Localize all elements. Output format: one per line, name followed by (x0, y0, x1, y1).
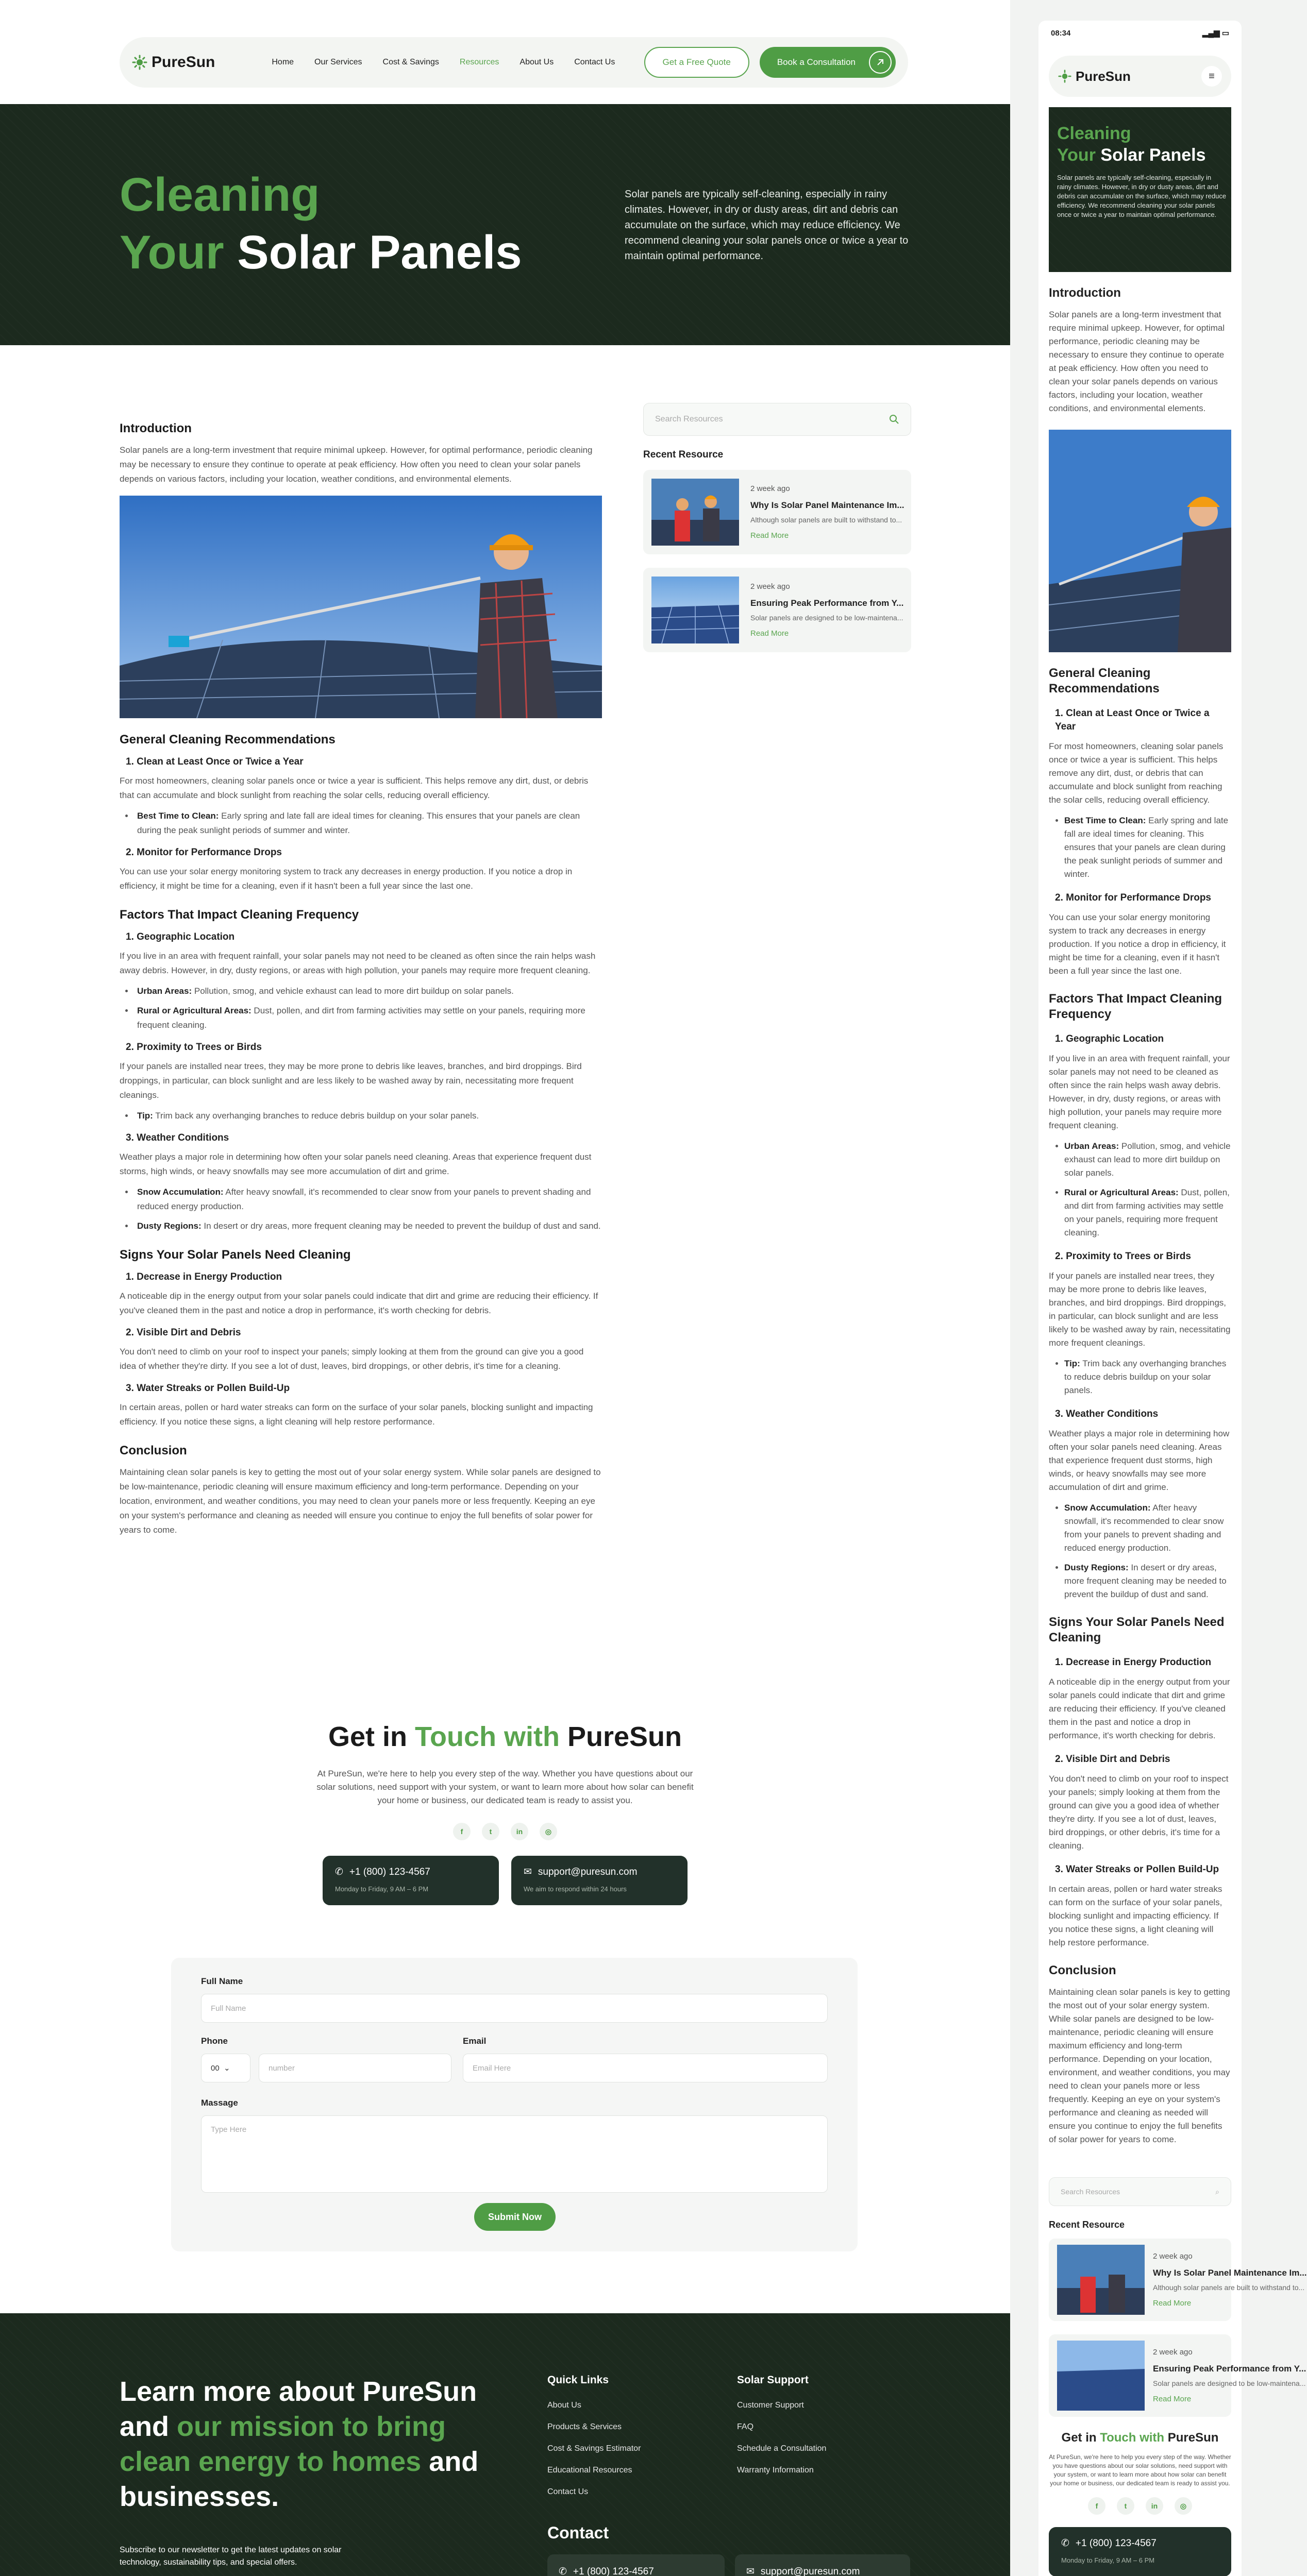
mobile-hero (1049, 107, 1231, 272)
email-address: support@puresun.com (538, 1866, 638, 1877)
list-item: • Tip: Trim back any overhanging branches to reduce debris buildup on your solar panels. (1064, 1357, 1231, 1397)
intro-paragraph: Solar panels are a long-term investment that require minimal upkeep. However, for optimal performance, periodic cleaning may be necessary to ensure they continue to operate at peak efficiency. How often you need to clean your solar panels depends on various factors, including your location, weather conditions, and environmental elements. (120, 445, 593, 484)
email-input[interactable]: Email Here (463, 2054, 828, 2082)
s1-heading: 1. Decrease in Energy Production (126, 1272, 282, 1282)
f2-text: If your panels are installed near trees, they may be more prone to debris like leaves, branches, and bird droppings. Bird droppings, in particular, can block sunlight and are less likely to be washed away by rain, necessitating more frequent cleanings. (120, 1061, 582, 1100)
site-footer (0, 2313, 1010, 2576)
f2-heading: 2. Proximity to Trees or Birds (126, 1042, 262, 1053)
message-label: Massage (201, 2098, 238, 2108)
contact-form (171, 1958, 858, 2251)
s3-text: In certain areas, pollen or hard water streaks can form on the surface of your solar panels, blocking sunlight and impacting efficiency. If you notice these signs, a light cleaning will help restore performance. (120, 1402, 593, 1427)
article-body (120, 407, 602, 1543)
f3-heading: 3. Weather Conditions (1055, 1409, 1159, 1419)
phone-input[interactable]: number (259, 2054, 451, 2082)
list-item: • Dusty Regions: In desert or dry areas, more frequent cleaning may be needed to prevent the buildup of dust and sand. (1064, 1561, 1231, 1601)
menu-icon[interactable]: ≡ (1201, 66, 1222, 87)
post-title[interactable]: Ensuring Peak Performance from Y... (750, 598, 904, 608)
post-date: 2 week ago (750, 582, 790, 591)
phone-label: Phone (201, 2036, 228, 2046)
search-icon[interactable] (889, 414, 899, 425)
nav-services[interactable]: Our Services (314, 58, 362, 66)
footer-title: Learn more about PureSun and our mission to bring clean energy to homes and businesses. (120, 2376, 479, 2512)
f1-heading: 1. Geographic Location (126, 931, 235, 942)
footer-link[interactable]: Products & Services (547, 2422, 622, 2431)
post-title[interactable]: Ensuring Peak Performance from Y... (1153, 2364, 1306, 2374)
status-bar (1038, 21, 1242, 45)
phone-card[interactable]: ✆ +1 (800) 123-4567 Monday to Friday, 9 AM – 6 PM (1049, 2527, 1231, 2576)
workers-on-roof-thumbnail (651, 479, 739, 546)
read-more-link[interactable]: Read More (750, 629, 789, 638)
solar-support-links: Solar Support Customer Support FAQ Schedule a Consultation Warranty Information (737, 2374, 827, 2475)
main-nav (272, 58, 615, 67)
footer-link[interactable]: Contact Us (547, 2487, 589, 2496)
arrow-up-right-icon (869, 51, 892, 74)
nav-resources[interactable]: Resources (459, 58, 499, 66)
quick-links: Quick Links About Us Products & Services Cost & Savings Estimator Educational Resources Contact Us (547, 2374, 641, 2496)
phone-icon: ✆ (559, 2566, 567, 2576)
s1-text: A noticeable dip in the energy output from your solar panels could indicate that dirt and grime are reducing their efficiency. If you've cleaned them in the past and notice a drop in performance, it's worth checking for debris. (1049, 1677, 1230, 1740)
post-excerpt: Although solar panels are built to withstand to... (750, 516, 902, 524)
post-title[interactable]: Why Is Solar Panel Maintenance Im... (1153, 2268, 1307, 2278)
hero-title-white: Solar Panels (237, 226, 522, 279)
search-input[interactable] (643, 403, 911, 436)
list-item: • Best Time to Clean: Early spring and late fall are ideal times for cleaning. This ensures that your panels are clean during the peak sunlight periods of summer and winter. (1064, 814, 1231, 881)
search-input[interactable]: Search Resources ⌕ (1049, 2177, 1231, 2206)
recent-post-card[interactable]: 2 week ago Why Is Solar Panel Maintenance Im... Although solar panels are built to withstand to... Read More (1049, 2239, 1231, 2321)
facebook-icon[interactable]: f (1088, 2497, 1105, 2515)
hero-title (120, 166, 522, 281)
factors-heading: Factors That Impact Cleaning Frequency (120, 908, 359, 922)
linkedin-icon[interactable]: in (511, 1823, 528, 1840)
twitter-icon[interactable]: t (482, 1823, 499, 1840)
post-excerpt: Solar panels are designed to be low-maintena... (750, 614, 903, 622)
s3-heading: 3. Water Streaks or Pollen Build-Up (1055, 1864, 1219, 1875)
s1-text: A noticeable dip in the energy output from your solar panels could indicate that dirt and grime are reducing their efficiency. If you've cleaned them in the past and notice a drop in performance, it's worth checking for debris. (120, 1291, 598, 1315)
f3-text: Weather plays a major role in determining how often your solar panels need cleaning. Areas that experience frequent dust storms, high winds, or heavy snowfalls may see more accumulation of dirt and grime. (1049, 1429, 1230, 1492)
contact-text: At PureSun, we're here to help you every step of the way. Whether you have questions about our solar solutions, need support with your system, or want to learn more about how solar can benefit your home or business, our dedicated team is ready to assist you. (1049, 2453, 1231, 2487)
get-quote-button[interactable]: Get a Free Quote (644, 47, 749, 78)
full-name-input[interactable]: Full Name (201, 1994, 828, 2023)
phone-card[interactable] (323, 1856, 499, 1905)
f1-heading: 1. Geographic Location (1055, 1033, 1164, 1044)
s3-heading: 3. Water Streaks or Pollen Build-Up (126, 1383, 290, 1394)
general-heading: General Cleaning Recommendations (1049, 666, 1160, 696)
g2-heading: 2. Monitor for Performance Drops (126, 847, 282, 858)
g2-text: You can use your solar energy monitoring system to track any decreases in energy production. If you notice a drop in efficiency, it might be time for a cleaning, even if it hasn't been a full year since the last one. (120, 867, 573, 891)
list-item: • Best Time to Clean: Early spring and late fall are ideal times for cleaning. This ensures that your panels are clean during the peak sunlight periods of summer and winter. (134, 809, 602, 838)
facebook-icon[interactable]: f (453, 1823, 471, 1840)
hero-title: Cleaning Your Solar Panels (1057, 124, 1206, 165)
footer-link[interactable]: Cost & Savings Estimator (547, 2444, 641, 2453)
g1-heading: 1. Clean at Least Once or Twice a Year (1055, 708, 1210, 732)
social-links (0, 1823, 1010, 1840)
conclusion-text: Maintaining clean solar panels is key to getting the most out of your solar energy system. While solar panels are designed to be low-maintenance, periodic cleaning will ensure maximum efficiency and long-term performance. Depending on your location, environment, and weather conditions, you may need to clean your panels more or less frequently. Keeping an eye on your system's performance and cleaning as needed will ensure you continue to enjoy the full benefits of solar power for years to come. (1049, 1987, 1230, 2144)
s2-text: You don't need to climb on your roof to inspect your panels; simply looking at them from the ground can give you a good idea of whether they're dirty. If you see a lot of dust, leaves, bird droppings, or other debris, it's time for a cleaning. (1049, 1774, 1229, 1851)
hero-title-green-1: Cleaning (120, 168, 320, 221)
worker-cleaning-panels-image (120, 496, 602, 718)
footer-link[interactable]: FAQ (737, 2422, 754, 2431)
intro-heading: Introduction (120, 421, 192, 435)
g1-heading: 1. Clean at Least Once or Twice a Year (126, 756, 304, 767)
conclusion-text: Maintaining clean solar panels is key to getting the most out of your solar energy system. While solar panels are designed to be low-maintenance, periodic cleaning will ensure maximum efficiency and long-term performance. Depending on your location, environment, and weather conditions, you may need to clean your panels more or less frequently. Keeping an eye on your system's performance and cleaning as needed will ensure you continue to enjoy the full benefits of solar power for years to come. (120, 1467, 601, 1535)
book-consultation-button[interactable] (760, 47, 896, 78)
mobile-header (1049, 56, 1231, 97)
factors-heading: Factors That Impact Cleaning Frequency (1049, 992, 1222, 1021)
name-label: Full Name (201, 1976, 243, 1986)
contact-text: At PureSun, we're here to help you every step of the way. Whether you have questions about our solar solutions, need support with your system, or want to learn more about how solar can benefit your home or business, our dedicated team is ready to assist you. (316, 1769, 694, 1805)
solar-panels-thumbnail (651, 577, 739, 643)
mobile-page (1038, 21, 1307, 2576)
f2-text: If your panels are installed near trees, they may be more prone to debris like leaves, branches, and bird droppings. Bird droppings, in particular, can block sunlight and are less likely to be washed away by rain, necessitating more frequent cleanings. (1049, 1271, 1231, 1348)
list-item: • Urban Areas: Pollution, smog, and vehicle exhaust can lead to more dirt buildup on solar panels. (134, 984, 602, 998)
phone-icon: ✆ (1061, 2538, 1069, 2549)
hero-description: Solar panels are typically self-cleaning, especially in rainy climates. However, in dry or dusty areas, dirt and debris can accumulate on the surface, which may reduce efficiency. We recommend cleaning your solar panels once or twice a year to maintain optimal performance. (1057, 174, 1227, 218)
site-header (120, 37, 908, 88)
nav-contact[interactable]: Contact Us (574, 58, 615, 66)
hero-description: Solar panels are typically self-cleaning, especially in rainy climates. However, in dry or dusty areas, dirt and debris can accumulate on the surface, which may reduce efficiency. We recommend cleaning your solar panels once or twice a year to maintain optimal performance. (625, 189, 909, 262)
conclusion-heading: Conclusion (1049, 1963, 1116, 1977)
post-info (750, 484, 905, 540)
mail-icon: ✉ (746, 2566, 755, 2576)
recent-heading: Recent Resource (643, 449, 724, 460)
signs-heading: Signs Your Solar Panels Need Cleaning (120, 1248, 351, 1262)
message-textarea[interactable]: Type Here (201, 2115, 828, 2193)
instagram-icon[interactable]: ◎ (1175, 2497, 1192, 2515)
intro-heading: Introduction (1049, 286, 1121, 300)
mobile-article (1038, 285, 1307, 2576)
newsletter-text: Subscribe to our newsletter to get the latest updates on solar technology, sustainability tips, and special offers. (120, 2546, 342, 2567)
f1-text: If you live in an area with frequent rainfall, your solar panels may not need to be cleaned as often since the rain helps wash away debris. However, in dry, dusty regions, or areas with high pollution, your panels may require more frequent cleaning. (120, 951, 596, 975)
conclusion-heading: Conclusion (120, 1444, 187, 1458)
email-note: We aim to respond within 24 hours (524, 1885, 627, 1893)
recent-post-card[interactable]: 2 week ago Ensuring Peak Performance from Y... Solar panels are designed to be low-maintena... Read More (1049, 2334, 1231, 2417)
email-card[interactable] (511, 1856, 688, 1905)
f1-text: If you live in an area with frequent rainfall, your solar panels may not need to be cleaned as often since the rain helps wash away debris. However, in dry, dusty regions, or areas with high pollution, your panels may require more frequent cleaning. (1049, 1054, 1230, 1130)
chevron-down-icon: ⌄ (224, 2064, 230, 2073)
status-time: 08:34 (1051, 28, 1071, 38)
battery-icon: ▂▄▆ ▭ (1202, 29, 1229, 38)
f2-heading: 2. Proximity to Trees or Birds (1055, 1251, 1191, 1262)
footer-contact-heading: Contact (547, 2523, 609, 2542)
solar-panels-thumbnail (1057, 2341, 1145, 2411)
f3-heading: 3. Weather Conditions (126, 1132, 229, 1143)
general-heading: General Cleaning Recommendations (120, 733, 336, 747)
logo[interactable]: PureSun (1058, 69, 1131, 84)
f3-text: Weather plays a major role in determining how often your solar panels need cleaning. Areas that experience frequent dust storms, high winds, or heavy snowfalls may see more accumulation of dirt and grime. (120, 1152, 592, 1176)
intro-paragraph: Solar panels are a long-term investment that require minimal upkeep. However, for optimal performance, periodic cleaning may be necessary to ensure they continue to operate at peak efficiency. How often you need to clean your solar panels depends on various factors, including your location, weather conditions, and environmental elements. (1049, 310, 1225, 413)
nav-about[interactable]: About Us (520, 58, 554, 66)
list-item: • Tip: Trim back any overhanging branches to reduce debris buildup on your solar panels. (134, 1109, 602, 1123)
twitter-icon[interactable]: t (1117, 2497, 1134, 2515)
phone-icon: ✆ (335, 1867, 343, 1877)
nav-home[interactable]: Home (272, 58, 294, 66)
workers-on-roof-thumbnail (1057, 2245, 1145, 2315)
s2-heading: 2. Visible Dirt and Debris (126, 1327, 241, 1338)
list-item: • Dusty Regions: In desert or dry areas, more frequent cleaning may be needed to prevent the buildup of dust and sand. (134, 1219, 602, 1233)
s2-text: You don't need to climb on your roof to inspect your panels; simply looking at them from the ground can give you a good idea of whether they're dirty. If you see a lot of dust, leaves, bird droppings, or other debris, it's time for a cleaning. (120, 1347, 584, 1371)
instagram-icon[interactable]: ◎ (540, 1823, 557, 1840)
read-more-link[interactable]: Read More (750, 531, 789, 540)
footer-link[interactable]: Customer Support (737, 2401, 804, 2410)
post-date: 2 week ago (750, 484, 790, 493)
s3-text: In certain areas, pollen or hard water streaks can form on the surface of your solar panels, blocking sunlight and impacting efficiency. If you notice these signs, a light cleaning will help restore performance. (1049, 1884, 1222, 1947)
country-code-select[interactable]: 00 ⌄ (201, 2054, 250, 2082)
phone-hours: Monday to Friday, 9 AM – 6 PM (335, 1885, 429, 1893)
recent-heading: Recent Resource (1049, 2219, 1125, 2230)
hero-title-green-2: Your (120, 226, 224, 279)
read-more-link[interactable]: Read More (1153, 2395, 1192, 2403)
search-placeholder: Search Resources (655, 415, 723, 423)
worker-cleaning-panels-image (1049, 430, 1231, 652)
footer-phone-card[interactable]: ✆ +1 (800) 123-4567 (547, 2554, 725, 2576)
s2-heading: 2. Visible Dirt and Debris (1055, 1754, 1170, 1765)
sidebar (643, 403, 911, 666)
phone-number: +1 (800) 123-4567 (349, 1866, 430, 1877)
recent-post-card[interactable] (643, 470, 911, 554)
linkedin-icon[interactable]: in (1146, 2497, 1163, 2515)
g1-text: For most homeowners, cleaning solar panels once or twice a year is sufficient. This helps remove any dirt, dust, or debris that can accumulate and block sunlight from reaching the solar cells, reducing overall efficiency. (120, 776, 589, 800)
list-item: • Rural or Agricultural Areas: Dust, pollen, and dirt from farming activities may settle on your panels, requiring more frequent cleaning. (134, 1004, 602, 1032)
f3-list (134, 1185, 602, 1233)
sun-logo-icon (1058, 70, 1071, 83)
contact-section (0, 1721, 1010, 1905)
g2-heading: 2. Monitor for Performance Drops (1055, 892, 1211, 903)
footer-email-card[interactable]: ✉ support@puresun.com (735, 2554, 910, 2576)
social-links (1049, 2497, 1231, 2515)
post-info (750, 582, 905, 638)
list-item: • Snow Accumulation: After heavy snowfall, it's recommended to clear snow from your panels to prevent shading and reduced energy production. (1064, 1501, 1231, 1555)
post-title[interactable]: Why Is Solar Panel Maintenance Im... (750, 500, 904, 510)
hero-banner (0, 104, 1010, 345)
footer-link[interactable]: Warranty Information (737, 2466, 814, 2475)
g1-list (134, 809, 602, 838)
footer-link[interactable]: About Us (547, 2401, 581, 2410)
signs-heading: Signs Your Solar Panels Need Cleaning (1049, 1615, 1225, 1645)
footer-link[interactable]: Educational Resources (547, 2466, 632, 2475)
f2-list (134, 1109, 602, 1123)
list-item: • Urban Areas: Pollution, smog, and vehicle exhaust can lead to more dirt buildup on solar panels. (1064, 1140, 1231, 1180)
book-consultation-label: Book a Consultation (777, 57, 856, 67)
nav-cost-savings[interactable]: Cost & Savings (382, 58, 439, 66)
mail-icon: ✉ (524, 1867, 532, 1877)
search-icon[interactable]: ⌕ (1215, 2187, 1219, 2196)
contact-title: Get in Touch with PureSun (1061, 2431, 1219, 2445)
recent-post-card[interactable] (643, 568, 911, 652)
g2-text: You can use your solar energy monitoring system to track any decreases in energy production. If you notice a drop in efficiency, it might be time for a cleaning, even if it hasn't been a full year since the last one. (1049, 912, 1226, 976)
s1-heading: 1. Decrease in Energy Production (1055, 1657, 1212, 1668)
email-label: Email (463, 2036, 487, 2046)
contact-cards (0, 1856, 1010, 1905)
logo[interactable] (132, 54, 215, 71)
logo-text: PureSun (152, 54, 215, 71)
read-more-link[interactable]: Read More (1153, 2299, 1192, 2308)
submit-button[interactable]: Submit Now (474, 2203, 556, 2231)
list-item: • Rural or Agricultural Areas: Dust, pollen, and dirt from farming activities may settle on your panels, requiring more frequent cleaning. (1064, 1186, 1231, 1240)
contact-title: Get in Touch with PureSun (328, 1721, 682, 1752)
list-item: • Snow Accumulation: After heavy snowfall, it's recommended to clear snow from your panels to prevent shading and reduced energy production. (134, 1185, 602, 1214)
f1-list (134, 984, 602, 1032)
sun-logo-icon (132, 55, 147, 70)
g1-text: For most homeowners, cleaning solar panels once or twice a year is sufficient. This helps remove any dirt, dust, or debris that can accumulate and block sunlight from reaching the solar cells, reducing overall efficiency. (1049, 741, 1224, 805)
footer-link[interactable]: Schedule a Consultation (737, 2444, 827, 2453)
